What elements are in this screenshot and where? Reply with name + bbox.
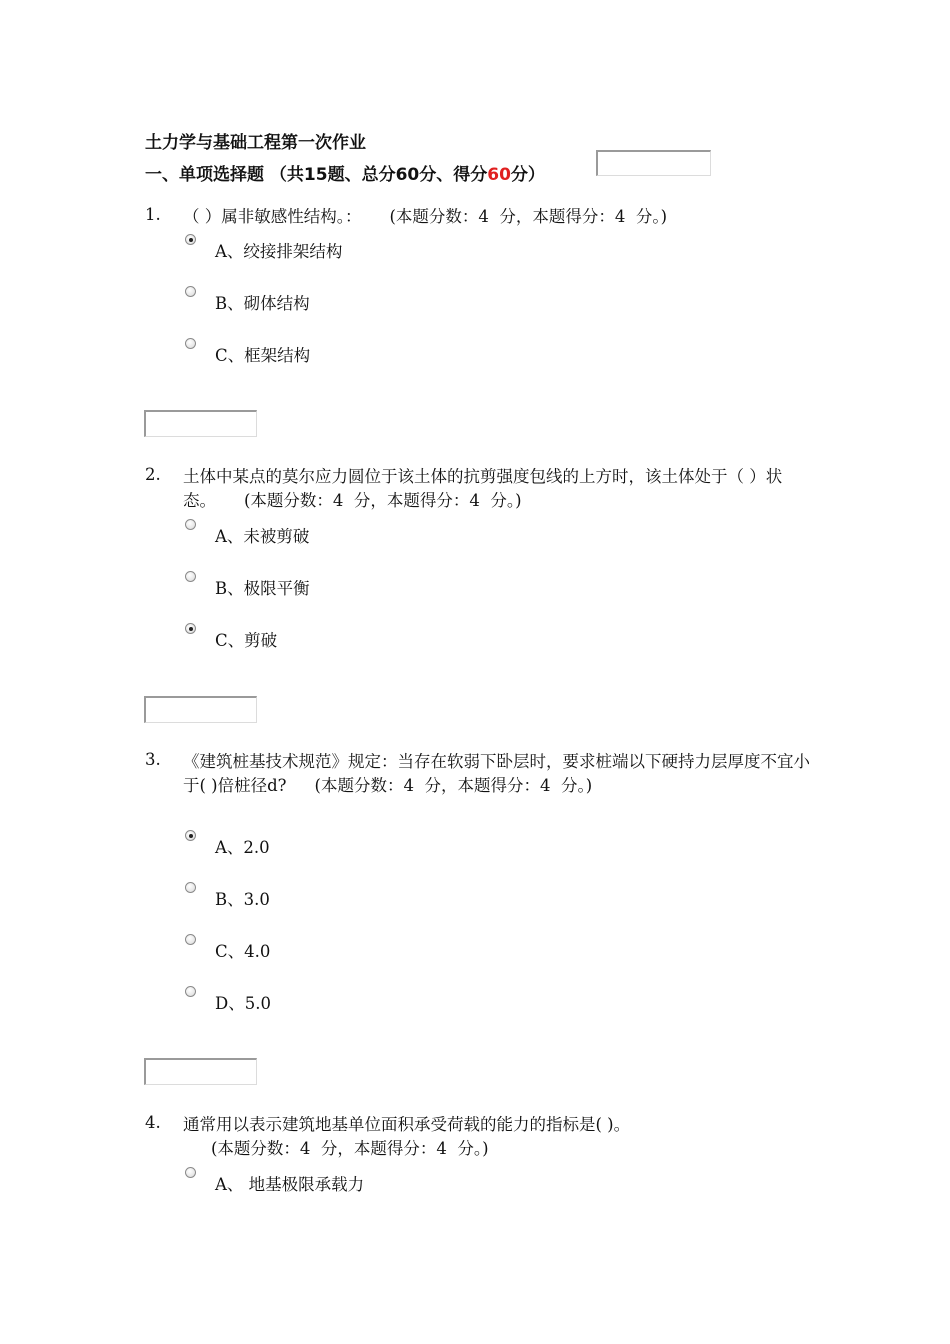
- section-heading-suffix: 分）: [510, 165, 545, 185]
- option-label: C、剪破: [215, 631, 278, 650]
- question-1: [145, 205, 810, 365]
- question-score: (本题分数：4 分，本题得分：4 分。): [389, 207, 668, 226]
- option-label: B、极限平衡: [215, 579, 310, 598]
- question-score: (本题分数：4 分，本题得分：4 分。): [314, 776, 593, 795]
- answer-comment-box[interactable]: [144, 410, 257, 437]
- option-label: A、绞接排架结构: [215, 242, 343, 261]
- radio-button[interactable]: [185, 234, 196, 245]
- radio-button[interactable]: [185, 338, 196, 349]
- radio-button[interactable]: [185, 286, 196, 297]
- radio-button[interactable]: [185, 623, 196, 634]
- radio-button[interactable]: [185, 1167, 196, 1178]
- option-label: B、3.0: [215, 890, 270, 909]
- question-text: [183, 465, 810, 513]
- radio-button[interactable]: [185, 934, 196, 945]
- question-stem: 土体中某点的莫尔应力圆位于该土体的抗剪强度包线的上方时，该土体处于（ ）状态。: [183, 467, 783, 510]
- question-number: 2.: [145, 465, 161, 484]
- option-label: B、砌体结构: [215, 294, 310, 313]
- question-text: [183, 1113, 810, 1161]
- question-3: [145, 750, 810, 1013]
- question-text: [183, 205, 810, 229]
- answer-comment-box[interactable]: [144, 696, 257, 723]
- answer-comment-box[interactable]: [144, 1058, 257, 1085]
- question-4: [145, 1113, 810, 1194]
- radio-button[interactable]: [185, 986, 196, 997]
- radio-button[interactable]: [185, 519, 196, 530]
- section-comment-box[interactable]: [596, 150, 711, 176]
- question-number: 3.: [145, 750, 161, 769]
- question-2: [145, 465, 810, 650]
- question-score: (本题分数：4 分，本题得分：4 分。): [211, 1139, 489, 1158]
- option-label: A、2.0: [215, 838, 270, 857]
- section-heading: [145, 160, 545, 185]
- question-stem: 《建筑桩基技术规范》规定：当存在软弱下卧层时，要求桩端以下硬持力层厚度不宜小于( )倍桩径d?: [183, 752, 810, 795]
- question-score: (本题分数：4 分，本题得分：4 分。): [244, 491, 522, 510]
- question-text: [183, 750, 810, 798]
- option-label: A、 地基极限承载力: [215, 1175, 365, 1194]
- question-number: 4.: [145, 1113, 161, 1132]
- option-label: D、5.0: [215, 994, 271, 1013]
- section-score-value: 60: [487, 165, 511, 185]
- question-number: 1.: [145, 205, 161, 224]
- question-stem: 通常用以表示建筑地基单位面积承受荷载的能力的指标是( )。: [183, 1115, 631, 1134]
- page-title: 土力学与基础工程第一次作业: [145, 133, 366, 153]
- question-stem: （ ）属非敏感性结构。：: [183, 207, 362, 226]
- radio-button[interactable]: [185, 882, 196, 893]
- option-label: A、未被剪破: [215, 527, 310, 546]
- option-label: C、4.0: [215, 942, 271, 961]
- radio-button[interactable]: [185, 571, 196, 582]
- radio-button[interactable]: [185, 830, 196, 841]
- option-label: C、框架结构: [215, 346, 311, 365]
- section-heading-text: 一、单项选择题 （共15题、总分60分、得分: [145, 165, 488, 185]
